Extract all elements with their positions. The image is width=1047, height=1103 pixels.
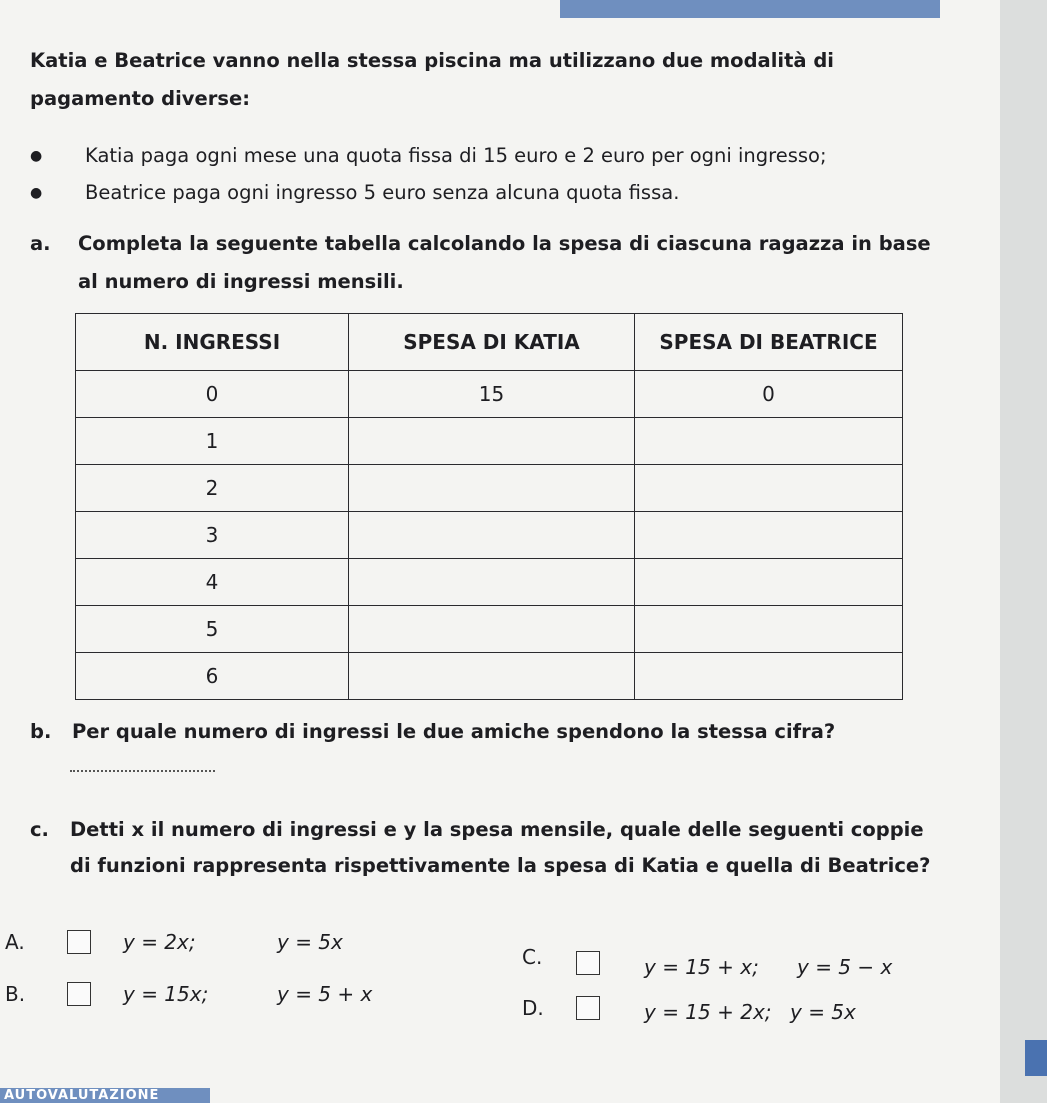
cell-beatrice[interactable] xyxy=(635,606,903,653)
option-label: A. xyxy=(5,930,25,954)
question-letter: c. xyxy=(30,818,49,841)
cell-ingressi: 5 xyxy=(76,606,349,653)
option-function-beatrice: y = 5 + x xyxy=(277,982,373,1006)
cell-ingressi: 6 xyxy=(76,653,349,700)
option-function-beatrice: y = 5x xyxy=(790,1000,856,1024)
cell-ingressi: 1 xyxy=(76,418,349,465)
table-header-row xyxy=(76,314,903,371)
cell-beatrice[interactable] xyxy=(635,512,903,559)
table-row xyxy=(76,371,903,418)
cell-katia[interactable] xyxy=(349,465,635,512)
question-letter: a. xyxy=(30,232,51,255)
cell-beatrice[interactable] xyxy=(635,559,903,606)
option-function-katia: y = 2x; xyxy=(123,930,196,954)
header-spesa-beatrice: SPESA DI BEATRICE xyxy=(635,314,903,371)
cell-katia[interactable]: 15 xyxy=(349,371,635,418)
table-row xyxy=(76,512,903,559)
question-text: Detti x il numero di ingressi e y la spesa mensile, quale delle seguenti coppie di funzioni rappresenta rispettivamente la spesa di Katia e quella di Beatrice? xyxy=(70,818,931,877)
cell-beatrice[interactable] xyxy=(635,653,903,700)
problem-intro: Katia e Beatrice vanno nella stessa piscina ma utilizzano due modalità di pagamento diverse: xyxy=(30,49,834,110)
table-row xyxy=(76,465,903,512)
page-header-band xyxy=(560,0,940,18)
section-footer-band: AUTOVALUTAZIONE xyxy=(0,1088,210,1103)
header-n-ingressi: N. INGRESSI xyxy=(76,314,349,371)
cell-ingressi: 4 xyxy=(76,559,349,606)
option-function-beatrice: y = 5x xyxy=(277,930,343,954)
option-label: D. xyxy=(522,996,544,1020)
cell-katia[interactable] xyxy=(349,512,635,559)
bullet-dot-icon: ● xyxy=(30,185,43,201)
checkbox-b[interactable] xyxy=(67,982,91,1006)
cell-katia[interactable] xyxy=(349,653,635,700)
cell-beatrice[interactable] xyxy=(635,418,903,465)
question-text: Per quale numero di ingressi le due amiche spendono la stessa cifra? xyxy=(72,720,836,743)
spending-table xyxy=(75,313,903,700)
table-row xyxy=(76,606,903,653)
table-row xyxy=(76,653,903,700)
cell-beatrice[interactable] xyxy=(635,465,903,512)
bullet-dot-icon: ● xyxy=(30,148,43,164)
option-function-katia: y = 15 + x; xyxy=(644,955,759,979)
cell-beatrice[interactable]: 0 xyxy=(635,371,903,418)
table-row xyxy=(76,559,903,606)
cell-ingressi: 2 xyxy=(76,465,349,512)
checkbox-d[interactable] xyxy=(576,996,600,1020)
checkbox-a[interactable] xyxy=(67,930,91,954)
question-b xyxy=(30,720,836,743)
cell-katia[interactable] xyxy=(349,606,635,653)
option-label: B. xyxy=(5,982,26,1006)
option-function-katia: y = 15x; xyxy=(123,982,209,1006)
header-spesa-katia: SPESA DI KATIA xyxy=(349,314,635,371)
option-label: C. xyxy=(522,945,543,969)
bullet-text: Beatrice paga ogni ingresso 5 euro senza alcuna quota fissa. xyxy=(85,181,680,204)
bullet-text: Katia paga ogni mese una quota fissa di 15 euro e 2 euro per ogni ingresso; xyxy=(85,144,827,167)
cell-ingressi: 3 xyxy=(76,512,349,559)
cell-katia[interactable] xyxy=(349,418,635,465)
option-function-katia: y = 15 + 2x; xyxy=(644,1000,772,1024)
checkbox-c[interactable] xyxy=(576,951,600,975)
option-function-beatrice: y = 5 − x xyxy=(797,955,893,979)
cell-katia[interactable] xyxy=(349,559,635,606)
answer-line[interactable] xyxy=(70,770,215,772)
question-letter: b. xyxy=(30,720,52,743)
table-row xyxy=(76,418,903,465)
page-edge-tab xyxy=(1025,1040,1047,1076)
question-text: Completa la seguente tabella calcolando la spesa di ciascuna ragazza in base al numero di ingressi mensili. xyxy=(78,232,931,293)
cell-ingressi: 0 xyxy=(76,371,349,418)
